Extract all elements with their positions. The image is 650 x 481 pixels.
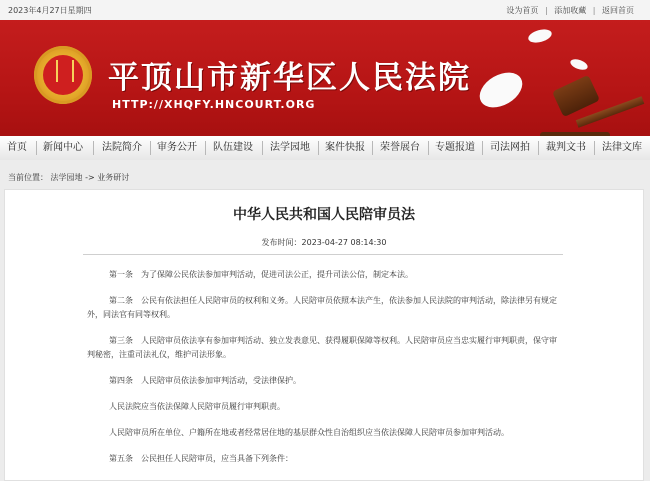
current-date: 2023年4月27日星期四 bbox=[8, 6, 92, 15]
dove-icon bbox=[474, 66, 529, 115]
nav-item-law-garden[interactable]: 法学园地 bbox=[270, 142, 310, 153]
page-body bbox=[0, 160, 650, 479]
nav-item-team[interactable]: 队伍建设 bbox=[213, 142, 253, 153]
back-home-link[interactable]: 返回首页 bbox=[602, 6, 634, 15]
dove-icon bbox=[527, 27, 553, 45]
add-favorite-link[interactable]: 添加收藏 bbox=[554, 6, 587, 15]
nav-item-news[interactable]: 新闻中心 bbox=[43, 142, 83, 153]
article-body bbox=[87, 268, 563, 478]
nav-item-affairs[interactable]: 审务公开 bbox=[157, 142, 197, 153]
divider bbox=[83, 254, 563, 255]
breadcrumb-label: 当前位置： bbox=[8, 173, 48, 182]
court-emblem-icon bbox=[34, 46, 92, 104]
article-paragraph: 第三条 人民陪审员依法享有参加审判活动、独立发表意见、获得履职保障等权利。人民陪审员应当忠实履行审判职责，保守审判秘密，注重司法礼仪，维护司法形象。 bbox=[87, 336, 557, 359]
header-banner bbox=[0, 20, 650, 136]
gavel-icon bbox=[552, 75, 600, 117]
separator: | bbox=[592, 6, 596, 15]
breadcrumb-path[interactable]: 法学园地 -> 业务研讨 bbox=[50, 173, 130, 182]
nav-item-topics[interactable]: 专题报道 bbox=[435, 142, 475, 153]
article-paragraph: 第一条 为了保障公民依法参加审判活动，促进司法公正，提升司法公信，制定本法。 bbox=[109, 270, 413, 279]
top-links bbox=[502, 5, 634, 16]
article-panel bbox=[4, 189, 644, 481]
article-title: 中华人民共和国人民陪审员法 bbox=[233, 207, 415, 223]
site-url: HTTP://XHQFY.HNCOURT.ORG bbox=[112, 98, 316, 111]
nav-item-home[interactable]: 首页 bbox=[7, 142, 27, 153]
article-paragraph: 第五条 公民担任人民陪审员，应当具备下列条件： bbox=[109, 454, 293, 463]
nav-item-case-news[interactable]: 案件快报 bbox=[325, 142, 365, 153]
dove-icon bbox=[569, 57, 589, 72]
nav-item-honors[interactable]: 荣誉展台 bbox=[380, 142, 420, 153]
article-paragraph: 人民陪审员所在单位、户籍所在地或者经常居住地的基层群众性自治组织应当依法保障人民陪审员参加审判活动。 bbox=[109, 428, 509, 437]
separator: | bbox=[544, 6, 548, 15]
article-paragraph: 第二条 公民有依法担任人民陪审员的权利和义务。人民陪审员依照本法产生，依法参加人民法院的审判活动，除法律另有规定外，同法官有同等权利。 bbox=[87, 296, 557, 319]
site-title[interactable]: 平顶山市新华区人民法院 bbox=[108, 60, 471, 96]
article-paragraph: 第四条 人民陪审员依法参加审判活动，受法律保护。 bbox=[109, 376, 301, 385]
publish-time: 发布时间：2023-04-27 08:14:30 bbox=[261, 238, 387, 247]
breadcrumb bbox=[8, 172, 129, 183]
nav-item-about[interactable]: 法院简介 bbox=[102, 142, 142, 153]
nav-item-law-library[interactable]: 法律文库 bbox=[602, 142, 642, 153]
nav-item-judgments[interactable]: 裁判文书 bbox=[546, 142, 586, 153]
nav-item-auction[interactable]: 司法网拍 bbox=[490, 142, 530, 153]
set-homepage-link[interactable]: 设为首页 bbox=[506, 6, 539, 15]
top-bar bbox=[0, 0, 650, 21]
main-nav bbox=[0, 136, 650, 161]
article-paragraph: 人民法院应当依法保障人民陪审员履行审判职责。 bbox=[109, 402, 285, 411]
